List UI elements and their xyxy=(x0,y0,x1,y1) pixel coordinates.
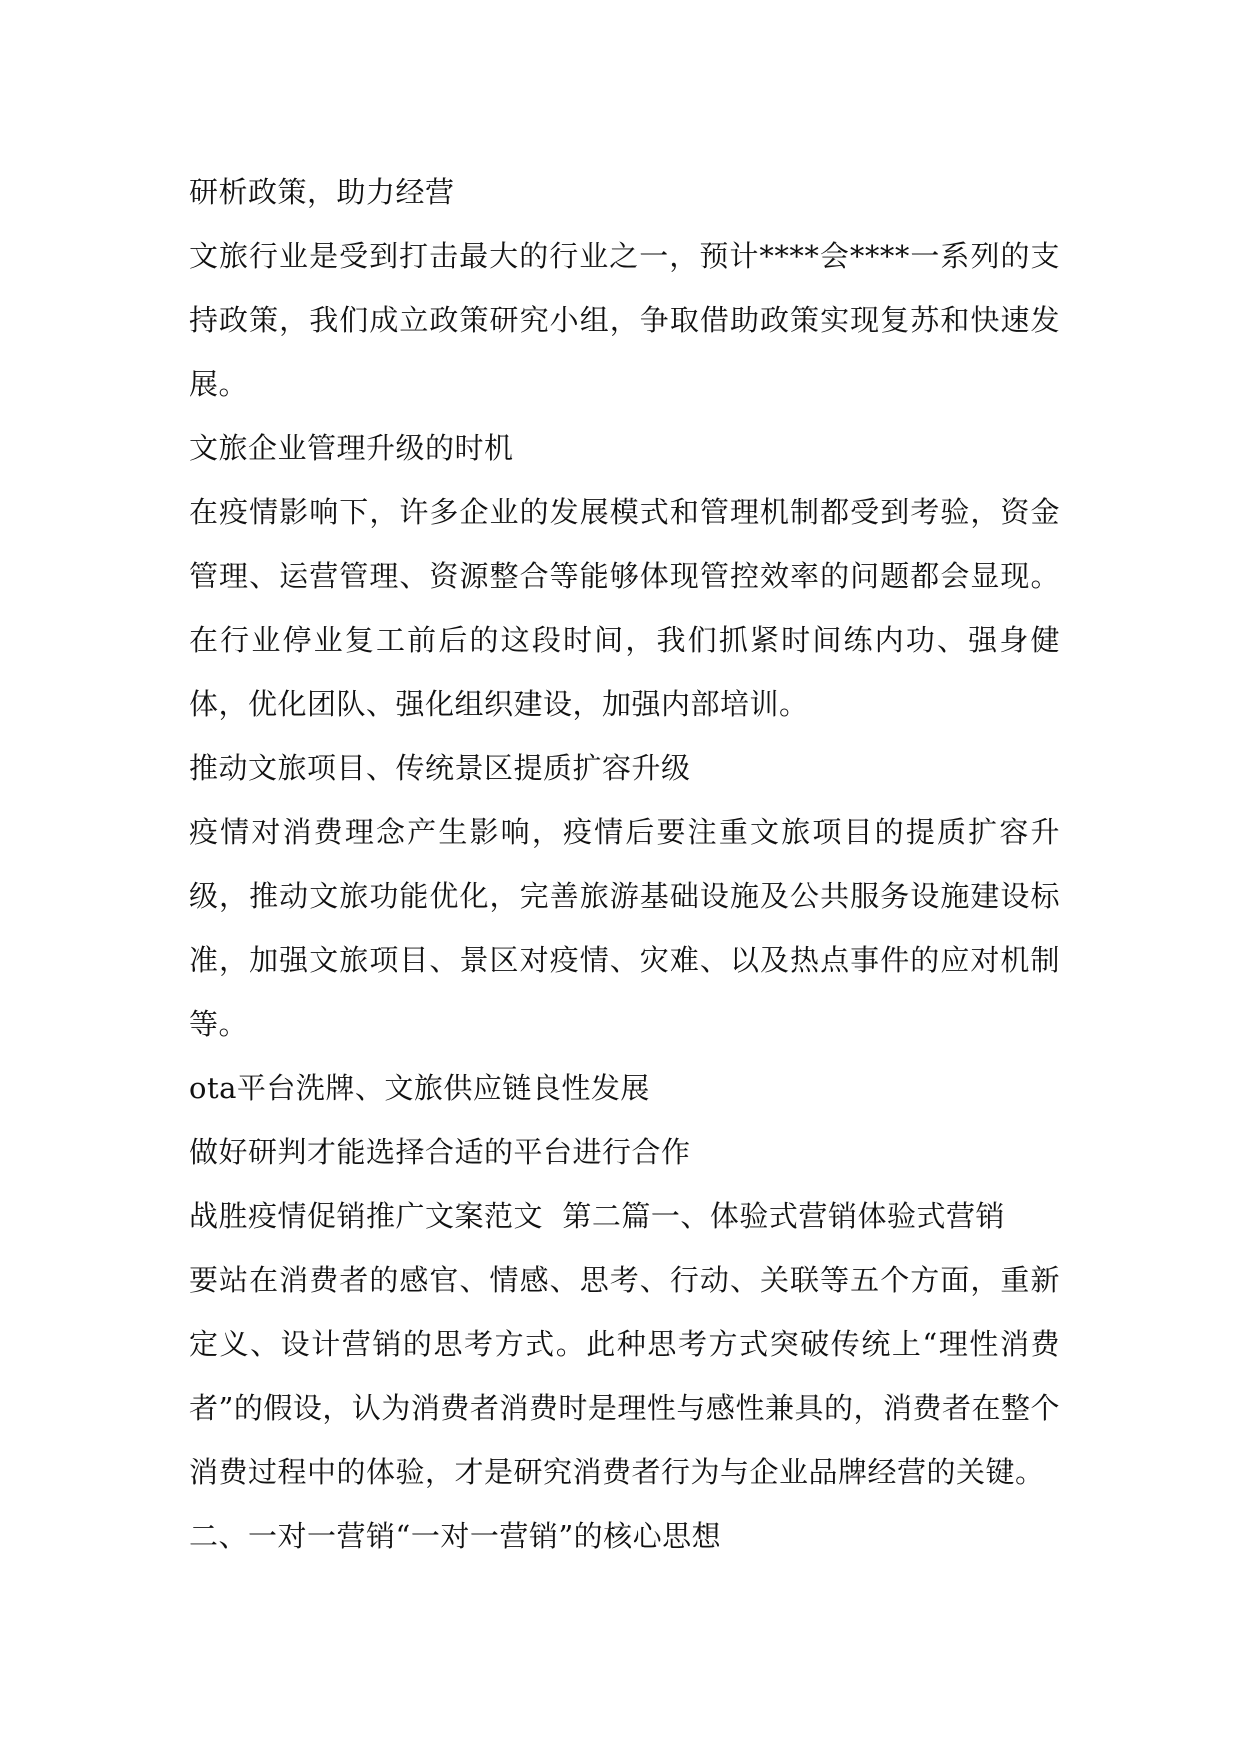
section-heading: 战胜疫情促销推广文案范文 第二篇一、体验式营销体验式营销 xyxy=(189,1199,1005,1233)
body-paragraph: 在疫情影响下，许多企业的发展模式和管理机制都受到考验，资金管理、运营管理、资源整合等能够体现管控效率的问题都会显现。在行业停业复工前后的这段时间，我们抓紧时间练内功、强身健体，优化团队、强化组织建设，加强内部培训。 xyxy=(189,495,1060,721)
section-heading: 研析政策，助力经营 xyxy=(189,175,455,209)
section-heading: ota平台洗牌、文旅供应链良性发展 xyxy=(189,1071,650,1105)
section-heading: 文旅企业管理升级的时机 xyxy=(189,431,514,465)
body-paragraph: 要站在消费者的感官、情感、思考、行动、关联等五个方面，重新定义、设计营销的思考方式。此种思考方式突破传统上“理性消费者”的假设，认为消费者消费时是理性与感性兼具的，消费者在整个消费过程中的体验，才是研究消费者行为与企业品牌经营的关键。 xyxy=(189,1263,1060,1489)
body-paragraph: 疫情对消费理念产生影响，疫情后要注重文旅项目的提质扩容升级，推动文旅功能优化，完善旅游基础设施及公共服务设施建设标准，加强文旅项目、景区对疫情、灾难、以及热点事件的应对机制等。 xyxy=(189,815,1060,1041)
section-heading: 推动文旅项目、传统景区提质扩容升级 xyxy=(189,751,691,785)
body-paragraph: 文旅行业是受到打击最大的行业之一，预计****会****一系列的支持政策，我们成立政策研究小组，争取借助政策实现复苏和快速发展。 xyxy=(189,239,1060,401)
section-heading: 二、一对一营销“一对一营销”的核心思想 xyxy=(189,1519,722,1553)
section-heading: 做好研判才能选择合适的平台进行合作 xyxy=(189,1135,691,1169)
